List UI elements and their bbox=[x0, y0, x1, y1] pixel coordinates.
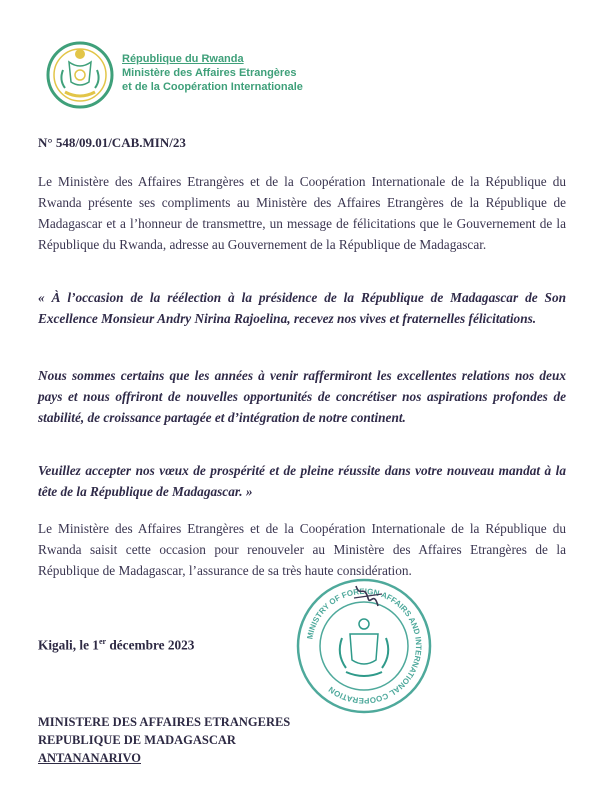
dateline-suffix: décembre 2023 bbox=[106, 637, 195, 653]
official-seal-stamp-icon bbox=[294, 576, 434, 716]
paragraph-message-1: « À l’occasion de la réélection à la présidence de la République de Madagascar de Son Excellence Monsieur Andry Nirina Rajoelina, recevez nos vives et fraternelles félicitations. bbox=[38, 290, 566, 326]
header-country: République du Rwanda bbox=[122, 53, 244, 65]
svg-text:MINISTRY OF FOREIGN AFFAIRS AN: MINISTRY OF FOREIGN AFFAIRS AND INTERNATIONAL COOPERATION bbox=[305, 586, 424, 706]
reference-number: N° 548/09.01/CAB.MIN/23 bbox=[38, 135, 186, 150]
header-ministry: Ministère des Affaires Etrangères bbox=[122, 67, 297, 79]
recipient-country: REPUBLIQUE DE MADAGASCAR bbox=[38, 733, 236, 747]
recipient-address bbox=[38, 713, 290, 767]
rwanda-emblem-icon bbox=[45, 40, 115, 110]
ministry-header bbox=[122, 52, 303, 94]
paragraph-message-2: Nous sommes certains que les années à venir raffermiront les excellentes relations nos deux pays et nous offriront de nouvelles opportunités de concrétiser nos aspirations profondes de stabilité, de croissance partagée et d’intégration de notre continent. bbox=[38, 368, 566, 425]
paragraph-closing: Le Ministère des Affaires Etrangères et de la Coopération Internationale de la République du Rwanda saisit cette occasion pour renouveler au Ministère des Affaires Etrangères de la République de Madagascar, l’assurance de sa très haute considération. bbox=[38, 521, 566, 578]
dateline-prefix: Kigali, le 1 bbox=[38, 637, 99, 653]
header-ministry-cont: et de la Coopération Internationale bbox=[122, 81, 303, 93]
recipient-ministry: MINISTERE DES AFFAIRES ETRANGERES bbox=[38, 715, 291, 729]
recipient-city: ANTANANARIVO bbox=[38, 751, 141, 765]
paragraph-intro: Le Ministère des Affaires Etrangères et de la Coopération Internationale de la République du Rwanda présente ses compliments au Ministère des Affaires Etrangères de la République de Madagascar et a l’honneur de transmettre, un message de félicitations que le Gouvernement de la République du Rwanda, adresse au Gouvernement de la République de Madagascar. bbox=[38, 174, 566, 252]
dateline bbox=[38, 637, 194, 653]
paragraph-message-3: Veuillez accepter nos vœux de prospérité et de pleine réussite dans votre nouveau mandat à la tête de la République de Madagascar. » bbox=[38, 463, 566, 499]
dateline-sup: er bbox=[98, 637, 107, 646]
